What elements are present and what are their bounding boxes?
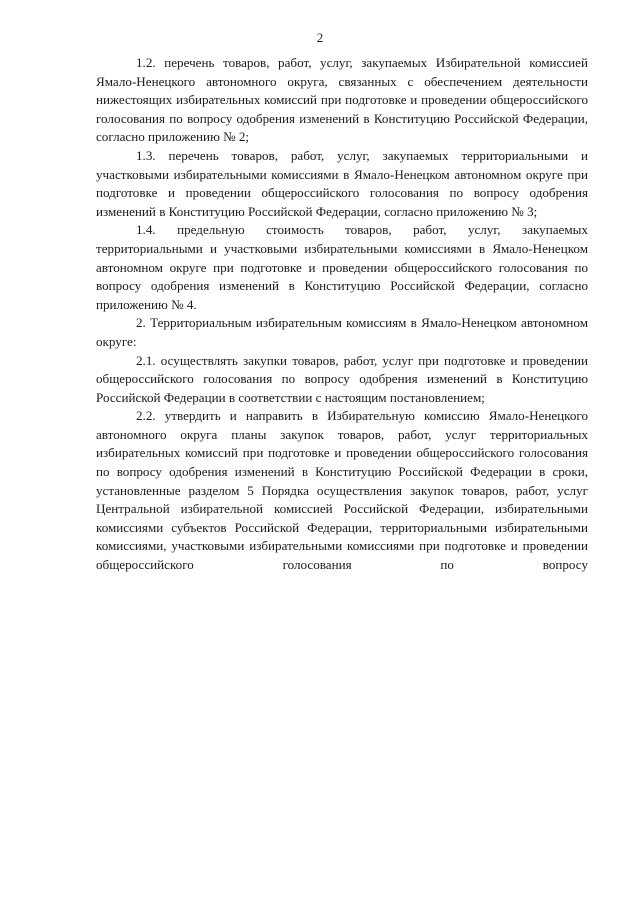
paragraph-2-2: 2.2. утвердить и направить в Избирательную комиссию Ямало-Ненецкого автономного округа планы закупок товаров, работ, услуг территориальных избирательных комиссий при подготовке и проведении общероссийского голосования по вопросу одобрения изменений в Конституцию Российской Федерации в сроки, установленные разделом 5 Порядка осуществления закупок товаров, работ, услуг Центральной избирательной комиссией Российской Федерации, избирательными комиссиями субъектов Российской Федерации, территориальными избирательными комиссиями, участковыми избирательными комиссиями при подготовке и проведении общероссийского голосования по вопросу: [96, 408, 588, 573]
page-number: 2: [316, 30, 324, 45]
document-body: [96, 54, 588, 575]
paragraph-2-1: 2.1. осуществлять закупки товаров, работ, услуг при подготовке и проведении общероссийского голосования по вопросу одобрения изменений в Конституцию Российской Федерации в соответствии с настоящим постановлением;: [96, 352, 588, 405]
paragraph-2: 2. Территориальным избирательным комиссиям в Ямало-Ненецком автономном округе:: [96, 315, 588, 349]
paragraph-1-4: 1.4. предельную стоимость товаров, работ, услуг, закупаемых территориальными и участковыми избирательными комиссиями в Ямало-Ненецком автономном округе при подготовке и проведении общероссийского голосования по вопросу одобрения изменений в Конституцию Российской Федерации, согласно приложению № 4.: [96, 222, 588, 312]
paragraph-1-2: 1.2. перечень товаров, работ, услуг, закупаемых Избирательной комиссией Ямало-Ненецкого автономного округа, связанных с обеспечением деятельности нижестоящих избирательных комиссий при подготовке и проведении общероссийского голосования по вопросу одобрения изменений в Конституцию Российской Федерации, согласно приложению № 2;: [96, 55, 588, 145]
paragraph-1-3: 1.3. перечень товаров, работ, услуг, закупаемых территориальными и участковыми избирательными комиссиями в Ямало-Ненецком автономном округе при подготовке и проведении общероссийского голосования по вопросу одобрения изменений в Конституцию Российской Федерации, согласно приложению № 3;: [96, 147, 588, 219]
